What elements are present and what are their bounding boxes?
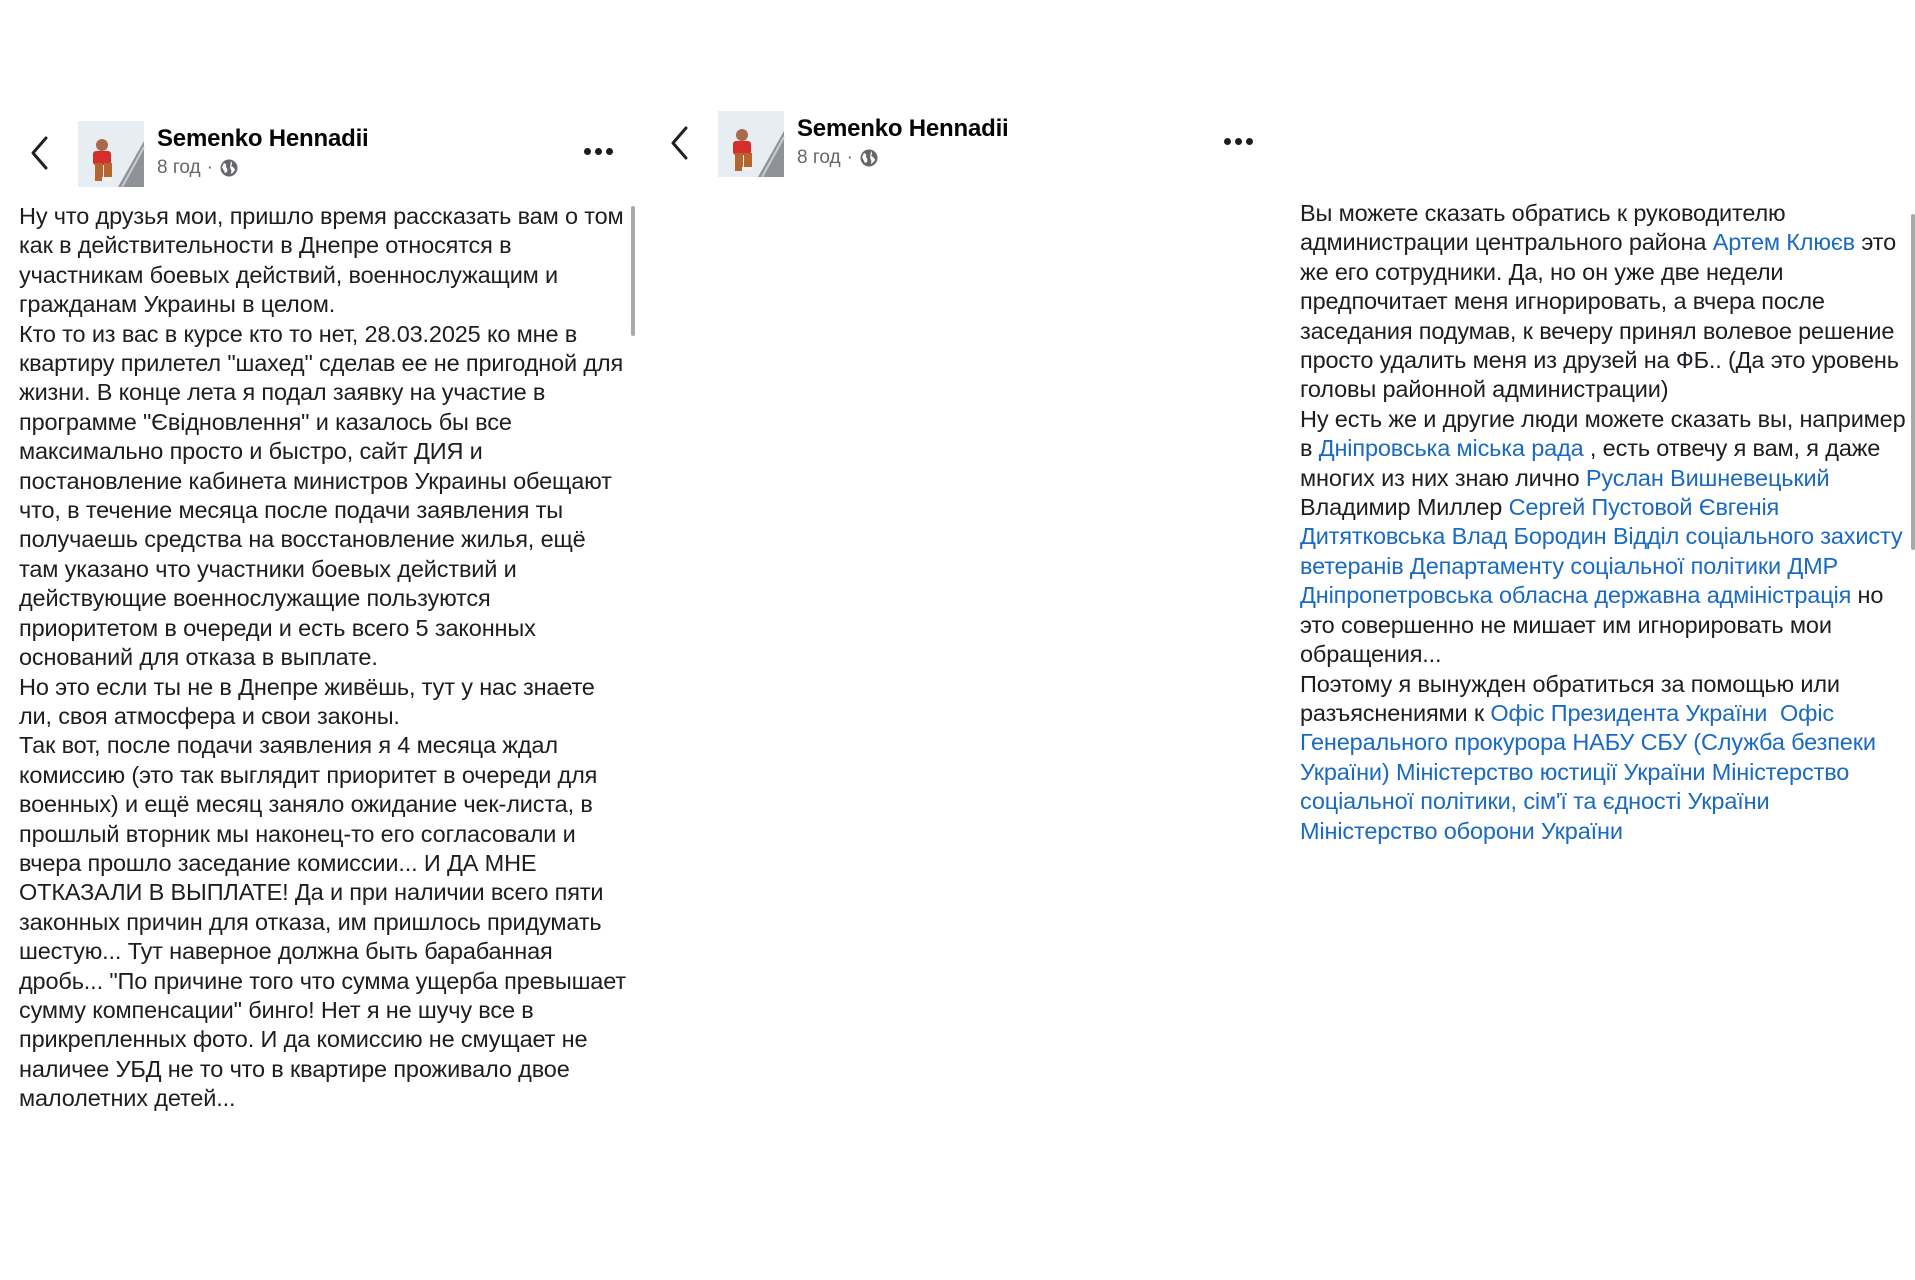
post-meta <box>157 157 239 179</box>
post-paragraph: Но это если ты не в Днепре живёшь, тут у нас знаете ли, своя атмосфера и свои законы. <box>19 673 595 729</box>
more-horizontal-icon <box>1224 138 1231 145</box>
text-segment: Владимир Миллер <box>1300 494 1509 521</box>
more-options-button[interactable] <box>584 141 620 161</box>
meta-separator: · <box>206 157 213 178</box>
text-segment <box>1767 700 1780 726</box>
post-time[interactable]: 8 год <box>797 147 841 168</box>
mention-link[interactable]: Влад Бородин <box>1451 523 1607 550</box>
post-meta <box>797 147 879 169</box>
post-paragraph: Так вот, после подачи заявления я 4 месяца ждал комиссию (это так выглядит приоритет в очереди для военных) и ещё месяц заняло ожидание чек-листа, в прошлый вторник мы наконец-то его согласовали и вчера прошло заседание комиссии... И ДА МНЕ ОТКАЗАЛИ В ВЫПЛАТЕ! Да и при наличии всего пяти законных причин для отказа, им пришлось придумать шестую... Тут наверное должна быть барабанная дробь... "По причине того что сумма ущерба превышает сумму компенсации" бинго! Нет я не шучу все в прикрепленных фото. И да комиссию не смущает не наличее УБД не то что в квартире проживало двое малолетних детей... <box>19 732 626 1112</box>
text-segment: , есть отвечу я вам, я даже многих из них знаю лично <box>1300 435 1881 491</box>
mention-link[interactable]: Артем Клюєв <box>1712 229 1856 256</box>
mention-link[interactable]: Сергей Пустовой <box>1508 494 1693 521</box>
mention-link[interactable]: СБУ (Служба безпеки України) <box>1300 729 1876 785</box>
left-post-screenshot <box>0 0 640 1280</box>
mention-link[interactable]: Міністерство оборони України <box>1300 817 1623 844</box>
mention-link[interactable]: Руслан Вишневецький <box>1585 464 1830 491</box>
mention-link[interactable]: НАБУ <box>1572 729 1635 756</box>
globe-icon[interactable] <box>219 158 239 178</box>
post-body <box>19 202 629 1114</box>
post-header <box>0 115 640 195</box>
avatar[interactable] <box>78 121 144 187</box>
more-options-button[interactable] <box>1224 131 1260 151</box>
post-time[interactable]: 8 год <box>157 157 201 178</box>
mention-link[interactable]: Офіс Генерального прокурора <box>1300 699 1835 756</box>
post-header <box>640 105 1280 185</box>
scrollbar[interactable] <box>631 206 635 336</box>
author-name[interactable]: Semenko Hennadii <box>797 115 1009 142</box>
mention-link[interactable]: Міністерство соціальної політики, сім'ї та єдності України <box>1300 758 1850 815</box>
right-post-screenshot <box>640 0 1906 1280</box>
text-segment: но это совершенно не мишает им игнорировать мои обращения... <box>1300 582 1884 668</box>
post-body <box>1300 199 1910 846</box>
avatar[interactable] <box>718 111 784 177</box>
globe-icon[interactable] <box>859 148 879 168</box>
mention-link[interactable]: Дніпровська міська рада <box>1318 435 1584 462</box>
back-button[interactable] <box>22 133 58 173</box>
meta-separator: · <box>846 147 853 168</box>
mention-link[interactable]: Дніпропетровська обласна державна адміністрація <box>1300 582 1852 609</box>
chevron-left-icon <box>22 133 58 173</box>
mention-link[interactable]: Євгенія Дитятковська <box>1300 494 1780 550</box>
post-paragraph: Ну что друзья мои, пришло время рассказать вам о том как в действительности в Днепре относятся в участникам боевых действий, военнослужащим и гражданам Украины в целом. <box>19 203 624 318</box>
post-paragraph <box>1300 199 1910 405</box>
chevron-left-icon <box>662 123 698 163</box>
text-segment: Ну есть же и другие люди можете сказать вы, например в <box>1300 405 1906 462</box>
text-segment: Поэтому я вынужден обратиться за помощью или разъяснениями к <box>1300 670 1840 726</box>
mention-link[interactable]: Офіс Президента України <box>1490 699 1768 726</box>
mention-link[interactable]: Міністерство юстиції України <box>1395 758 1706 785</box>
post-paragraph <box>1300 405 1910 670</box>
back-button[interactable] <box>662 123 698 163</box>
post-paragraph: Кто то из вас в курсе кто то нет, 28.03.2025 ко мне в квартиру прилетел "шахед" сделав ее не пригодной для жизни. В конце лета я подал заявку на участие в программе "Євідновлення" и казалось бы все максимально просто и быстро, сайт ДИЯ и постановление кабинета министров Украины обещают что, в течение месяца после подачи заявления ты получаешь средства на восстановление жилья, ещё там указано что участники боевых действий и действующие военнослужащие пользуются приоритетом в очереди и есть всего 5 законных оснований для отказа в выплате. <box>19 320 624 671</box>
post-paragraph <box>1300 670 1910 846</box>
text-segment: это же его сотрудники. Да, но он уже две недели предпочитает меня игнорировать, а вчера после заседания подумав, к вечеру принял волевое решение просто удалить меня из друзей на ФБ.. (Да это уровень головы районной администрации) <box>1300 229 1899 403</box>
scrollbar[interactable] <box>1911 214 1915 550</box>
text-segment: Вы можете сказать обратись к руководителю администрации центрального района <box>1300 200 1786 256</box>
mention-link[interactable]: Відділ соціального захисту ветеранів Департаменту соціальної політики ДМР <box>1300 523 1903 579</box>
author-name[interactable]: Semenko Hennadii <box>157 125 369 152</box>
more-horizontal-icon <box>584 148 591 155</box>
